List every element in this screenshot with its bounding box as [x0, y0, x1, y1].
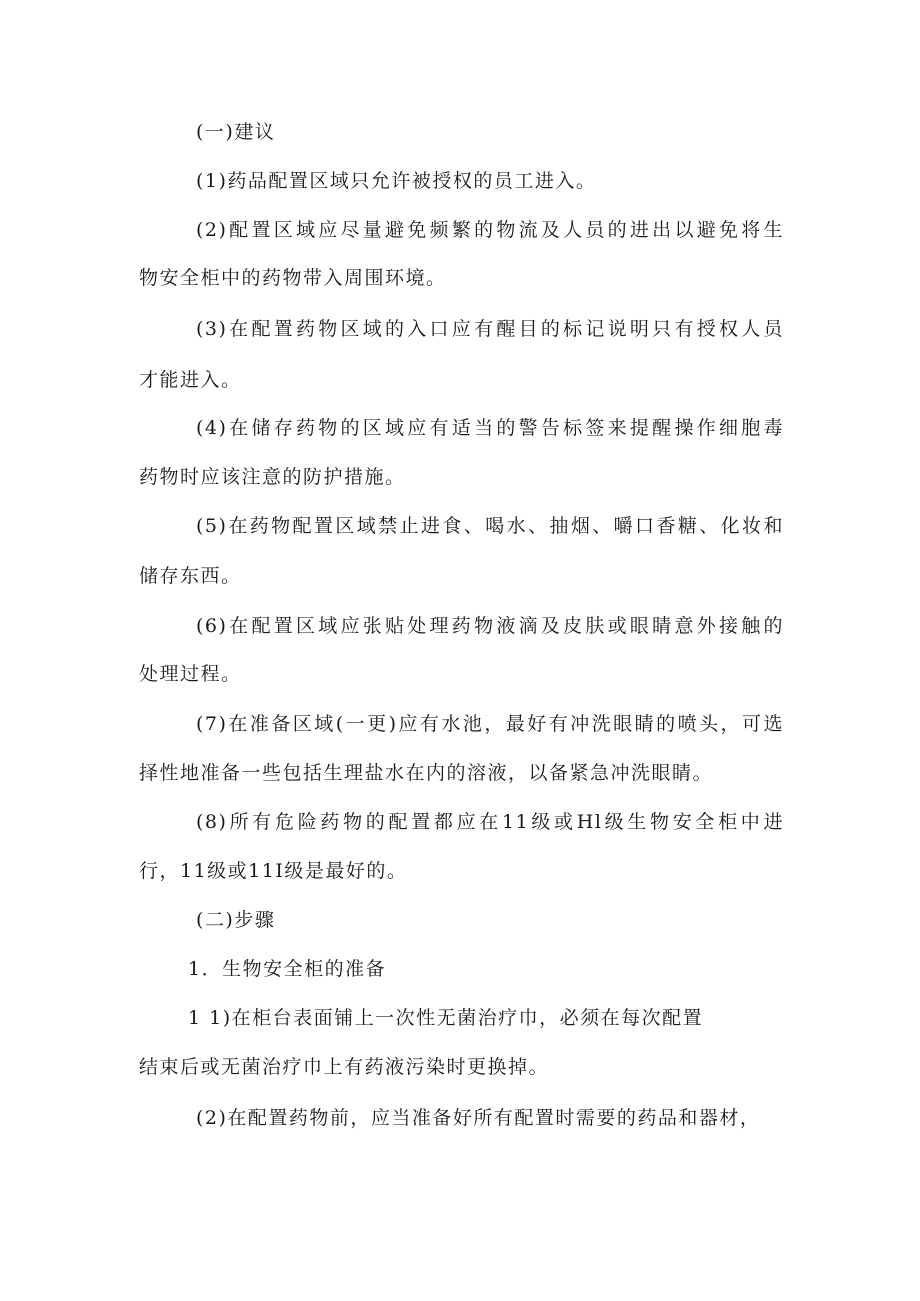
paragraph-line: 药物时应该注意的防护措施。	[139, 466, 406, 488]
section-heading-steps: (二)步骤	[196, 909, 276, 931]
subsection-heading: 1．生物安全柜的准备	[188, 958, 387, 980]
paragraph-line: (2)配置区域应尽量避免频繁的物流及人员的进出以避免将生	[196, 219, 784, 241]
paragraph-line: 1 1)在柜台表面铺上一次性无菌治疗巾，必须在每次配置	[188, 1007, 704, 1029]
paragraph-line: 择性地准备一些包括生理盐水在内的溶液，以备紧急冲洗眼睛。	[139, 762, 714, 784]
paragraph-line: (5)在药物配置区域禁止进食、喝水、抽烟、嚼口香糖、化妆和	[196, 515, 784, 537]
paragraph-line: 结束后或无菌治疗巾上有药液污染时更换掉。	[139, 1056, 550, 1078]
paragraph-line: (1)药品配置区域只允许被授权的员工进入。	[196, 170, 597, 192]
paragraph-line: (7)在准备区域(一更)应有水池，最好有冲洗眼睛的喷头，可选	[196, 713, 784, 735]
paragraph-line: (3)在配置药物区域的入口应有醒目的标记说明只有授权人员	[196, 318, 784, 340]
paragraph-line: (6)在配置区域应张贴处理药物液滴及皮肤或眼睛意外接触的	[196, 615, 784, 637]
paragraph-line: 物安全柜中的药物带入周围环境。	[139, 267, 447, 289]
paragraph-line: 行，11级或11I级是最好的。	[139, 860, 408, 882]
paragraph-line: (4)在储存药物的区域应有适当的警告标签来提醒操作细胞毒	[196, 417, 784, 439]
paragraph-line: 储存东西。	[139, 565, 242, 587]
section-heading-recommendations: (一)建议	[196, 121, 276, 143]
paragraph-line: (2)在配置药物前，应当准备好所有配置时需要的药品和器材，	[196, 1107, 761, 1129]
paragraph-line: 才能进入。	[139, 369, 242, 391]
paragraph-line: 处理过程。	[139, 663, 242, 685]
paragraph-line: (8)所有危险药物的配置都应在11级或Hl级生物安全柜中进	[196, 811, 784, 833]
